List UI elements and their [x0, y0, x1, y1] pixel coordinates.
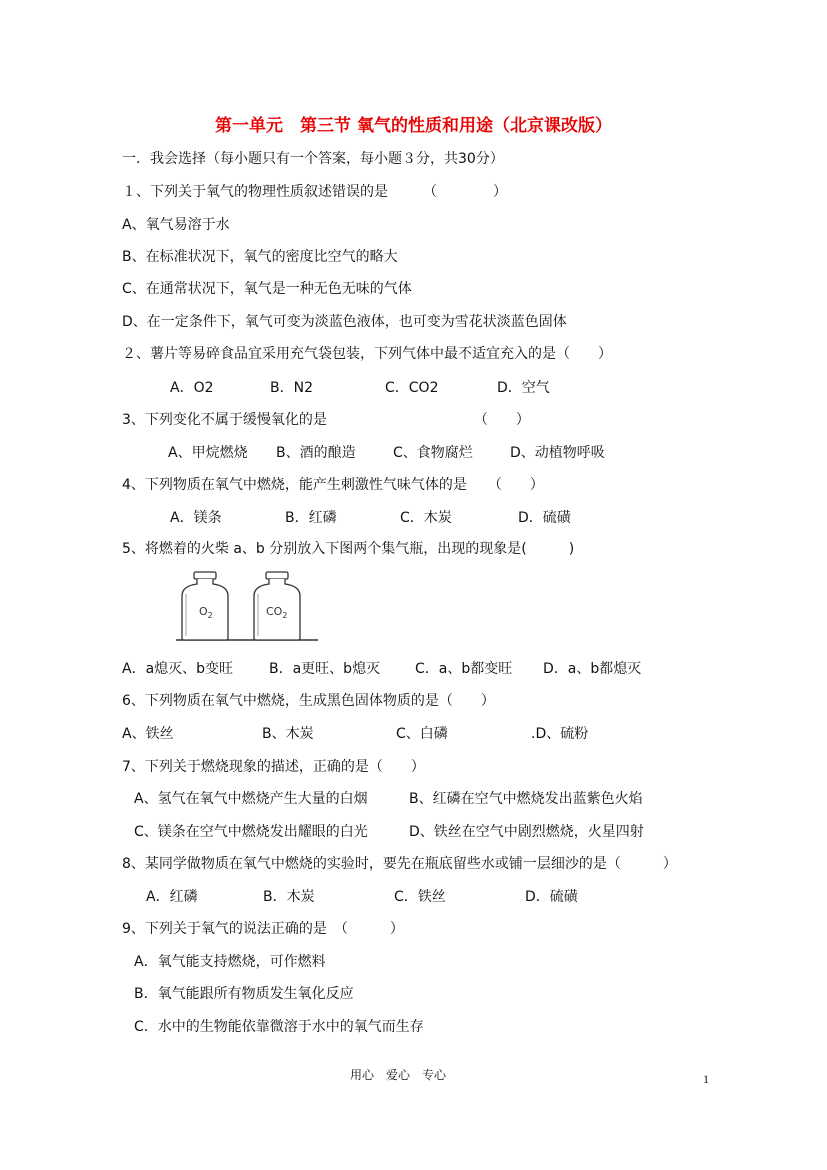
question-8-option-b: B．木炭	[263, 889, 315, 905]
question-4-option-d: D．硫磺	[518, 510, 571, 526]
question-5-option-b: B．a更旺、b熄灭	[269, 661, 381, 677]
question-2-option-c: C．CO2	[385, 380, 439, 396]
question-8-stem: 8、某同学做物质在氧气中燃烧的实验时，要先在瓶底留些水或铺一层细沙的是（ ）	[122, 856, 677, 872]
question-4-option-b: B．红磷	[285, 510, 337, 526]
question-6-option-a: A、铁丝	[122, 726, 174, 742]
question-9-option-b: B．氧气能跟所有物质发生氧化反应	[134, 986, 354, 1002]
question-5-option-c: C．a、b都变旺	[415, 661, 513, 677]
question-7-option-a: A、氢气在氧气中燃烧产生大量的白烟	[134, 791, 368, 807]
carbon-dioxide-bottle	[254, 572, 300, 640]
question-1-option-c: C、在通常状况下，氧气是一种无色无味的气体	[122, 281, 412, 297]
question-2-option-a: A．O2	[170, 380, 214, 396]
question-9-option-c: C．水中的生物能依靠微溶于水中的氧气而生存	[134, 1019, 424, 1035]
question-2-stem: ２、薯片等易碎食品宜采用充气袋包装，下列气体中最不适宜充入的是（ ）	[122, 346, 612, 362]
page-title: 第一单元 第三节 氧气的性质和用途（北京课改版）	[215, 116, 612, 136]
question-6-option-d: .D、硫粉	[531, 726, 589, 742]
question-2-option-d: D．空气	[497, 380, 550, 396]
question-8-option-d: D．硫磺	[525, 889, 578, 905]
question-6-stem: 6、下列物质在氧气中燃烧，生成黑色固体物质的是（ ）	[122, 693, 495, 709]
question-7-option-c: C、镁条在空气中燃烧发出耀眼的白光	[134, 824, 368, 840]
page-footer: 用心 爱心 专心	[350, 1068, 447, 1082]
question-1-option-d: D、在一定条件下，氧气可变为淡蓝色液体，也可变为雪花状淡蓝色固体	[122, 314, 567, 330]
question-4-option-a: A．镁条	[170, 510, 222, 526]
question-1-option-a: A、氧气易溶于水	[122, 217, 230, 233]
gas-bottles-figure	[172, 570, 322, 646]
question-8-option-c: C．铁丝	[394, 889, 446, 905]
page-number: 1	[703, 1072, 709, 1086]
question-4-stem: 4、下列物质在氧气中燃烧，能产生刺激性气味气体的是 （ ）	[122, 477, 544, 493]
question-7-option-d: D、铁丝在空气中剧烈燃烧，火星四射	[409, 824, 644, 840]
question-3-option-b: B、酒的酿造	[276, 445, 356, 461]
question-3-option-d: D、动植物呼吸	[510, 445, 605, 461]
question-6-option-c: C、白磷	[396, 726, 448, 742]
question-7-option-b: B、红磷在空气中燃烧发出蓝紫色火焰	[409, 791, 643, 807]
question-3-option-c: C、食物腐烂	[393, 445, 473, 461]
section-header: 一．我会选择（每小题只有一个答案，每小题３分，共30分）	[122, 151, 504, 167]
question-5-stem: 5、将燃着的火柴 a、b 分别放入下图两个集气瓶，出现的现象是( )	[122, 541, 575, 557]
question-3-option-a: A、甲烷燃烧	[168, 445, 248, 461]
question-3-stem: 3、下列变化不属于缓慢氧化的是 （ ）	[122, 412, 530, 428]
question-5-option-a: A．a熄灭、b变旺	[122, 661, 234, 677]
question-7-stem: 7、下列关于燃烧现象的描述，正确的是（ ）	[122, 759, 425, 775]
bottle-label-co2: $CO_2$	[266, 605, 288, 620]
question-9-option-a: A．氧气能支持燃烧，可作燃料	[134, 954, 326, 970]
question-1-option-b: B、在标准状况下，氧气的密度比空气的略大	[122, 249, 398, 265]
question-1-stem: １、下列关于氧气的物理性质叙述错误的是 （ ）	[122, 184, 507, 200]
oxygen-bottle	[182, 572, 228, 640]
question-5-option-d: D．a、b都熄灭	[543, 661, 642, 677]
question-8-option-a: A．红磷	[146, 889, 198, 905]
question-2-option-b: B．N2	[270, 380, 313, 396]
question-9-stem: 9、下列关于氧气的说法正确的是 （ ）	[122, 921, 404, 937]
question-6-option-b: B、木炭	[262, 726, 314, 742]
question-4-option-c: C．木炭	[400, 510, 452, 526]
bottle-label-o2: $O_2$	[199, 605, 213, 620]
